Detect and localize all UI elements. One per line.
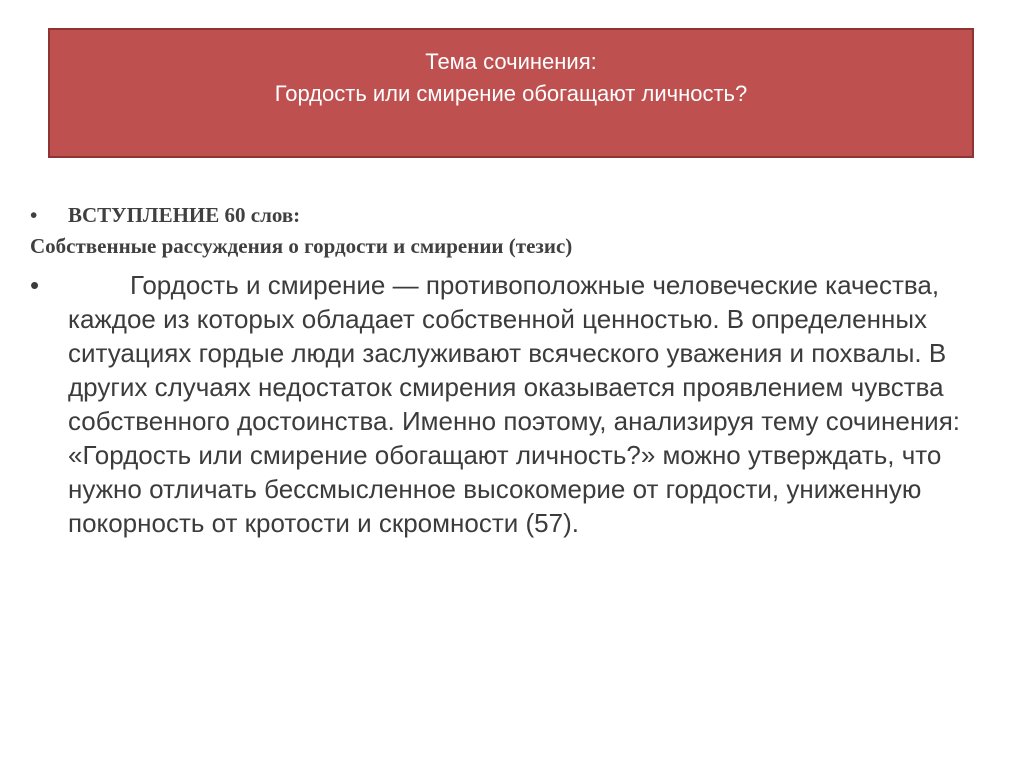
intro-heading: ВСТУПЛЕНИЕ 60 слов: <box>68 203 301 227</box>
intro-section <box>30 200 990 262</box>
slide-title-line-2: Гордость или смирение обогащают личность? <box>274 81 748 106</box>
intro-bullet: • <box>30 203 38 227</box>
slide-title-box <box>48 28 974 158</box>
body-bullet: • <box>30 270 40 300</box>
body-section <box>30 268 990 540</box>
slide-title-line-1: Тема сочинения: <box>425 49 597 74</box>
body-paragraph: Гордость и смирение — противоположные человеческие качества, каждое из которых обладает собственной ценностью. В определенных ситуациях гордые люди заслуживают всяческого уважения и похвалы. В других случаях недостаток смирения оказывается проявлением чувства собственного достоинства. Именно поэтому, анализируя тему сочинения: «Гордость или смирение обогащают личность?» можно утверждать, что нужно отличать бессмысленное высокомерие от гордости, униженную покорность от кротости и скромности (57). <box>68 270 960 538</box>
intro-subheading: Собственные рассуждения о гордости и смирении (тезис) <box>30 234 573 258</box>
